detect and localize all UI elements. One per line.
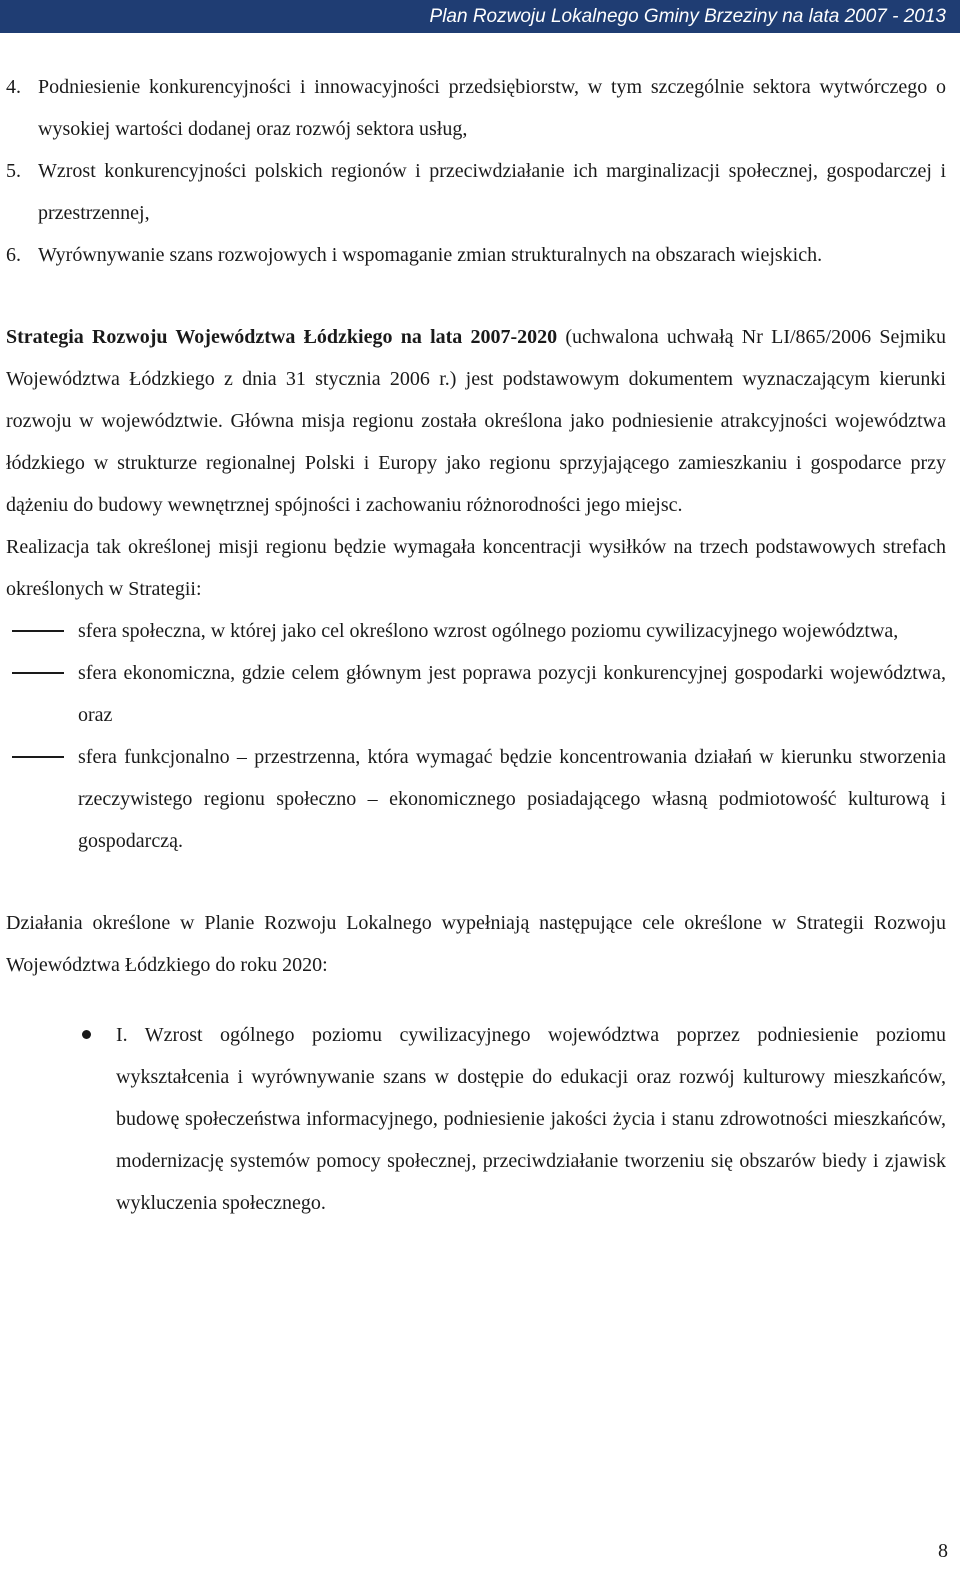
list-item-text: sfera społeczna, w której jako cel określono wzrost ogólnego poziomu cywilizacyjnego województwa, bbox=[78, 620, 899, 642]
list-item-number: 6. bbox=[6, 244, 21, 266]
list-item-number: 4. bbox=[6, 76, 21, 98]
list-item-text: Wzrost konkurencyjności polskich regionów i przeciwdziałanie ich marginalizacji społecznej, gospodarczej i przestrzennej, bbox=[38, 160, 946, 224]
bullet-marker bbox=[82, 1030, 91, 1039]
page-number: 8 bbox=[938, 1540, 948, 1562]
spacer bbox=[6, 986, 946, 1014]
list-item bbox=[6, 1014, 946, 1224]
strategy-text: (uchwalona uchwałą Nr LI/865/2006 Sejmiku Województwa Łódzkiego z dnia 31 stycznia 2006 r.) jest podstawowym dokumentem wyznaczającym kierunki rozwoju w województwie. Główna misja regionu została określona jako podniesienie atrakcyjności województwa łódzkiego w strukturze regionalnej Polski i Europy jako regionu sprzyjającego zamieszkaniu i gospodarce przy dążeniu do budowy wewnętrznej spójności i zachowaniu różnorodności jego miejsc. bbox=[6, 326, 946, 516]
list-item-text: sfera ekonomiczna, gdzie celem głównym jest poprawa pozycji konkurencyjnej gospodarki województwa, oraz bbox=[78, 662, 946, 726]
dash-marker bbox=[12, 756, 64, 758]
dash-marker bbox=[12, 672, 64, 674]
objectives-list bbox=[6, 1014, 946, 1224]
list-item bbox=[6, 150, 946, 234]
zones-list bbox=[6, 610, 946, 862]
list-item-text: Wyrównywanie szans rozwojowych i wspomaganie zmian strukturalnych na obszarach wiejskich. bbox=[38, 244, 823, 266]
list-item bbox=[6, 652, 946, 736]
list-item bbox=[6, 234, 946, 276]
list-item bbox=[6, 66, 946, 150]
spacer bbox=[6, 276, 946, 316]
list-item bbox=[6, 610, 946, 652]
document-body bbox=[6, 66, 946, 1224]
list-item-text: I. Wzrost ogólnego poziomu cywilizacyjnego województwa poprzez podniesienie poziomu wykształcenia i wyrównywanie szans w dostępie do edukacji oraz rozwój kulturowy mieszkańców, budowę społeczeństwa informacyjnego, podniesienie jakości życia i stanu zdrowotności mieszkańców, modernizację systemów pomocy społecznej, przeciwdziałanie tworzeniu się obszarów biedy i zjawisk wykluczenia społecznego. bbox=[116, 1024, 946, 1214]
strategy-title: Strategia Rozwoju Województwa Łódzkiego na lata 2007-2020 bbox=[6, 326, 558, 348]
dash-marker bbox=[12, 630, 64, 632]
list-item bbox=[6, 736, 946, 862]
actions-paragraph: Działania określone w Planie Rozwoju Lokalnego wypełniają następujące cele określone w Strategii Rozwoju Województwa Łódzkiego do roku 2020: bbox=[6, 912, 946, 976]
realization-paragraph: Realizacja tak określonej misji regionu będzie wymagała koncentracji wysiłków na trzech podstawowych strefach określonych w Strategii: bbox=[6, 536, 946, 600]
document-title: Plan Rozwoju Lokalnego Gminy Brzeziny na lata 2007 - 2013 bbox=[429, 6, 946, 27]
spacer bbox=[6, 862, 946, 902]
list-item-text: sfera funkcjonalno – przestrzenna, która wymagać będzie koncentrowania działań w kierunku stworzenia rzeczywistego regionu społeczno – ekonomicznego posiadającego własną podmiotowość kulturową i gospodarczą. bbox=[78, 746, 946, 852]
list-item-number: 5. bbox=[6, 160, 21, 182]
list-item-text: Podniesienie konkurencyjności i innowacyjności przedsiębiorstw, w tym szczególnie sektora wytwórczego o wysokiej wartości dodanej oraz rozwój sektora usług, bbox=[38, 76, 946, 140]
goals-list bbox=[6, 66, 946, 276]
page-header bbox=[0, 0, 960, 33]
strategy-paragraph bbox=[6, 316, 946, 526]
